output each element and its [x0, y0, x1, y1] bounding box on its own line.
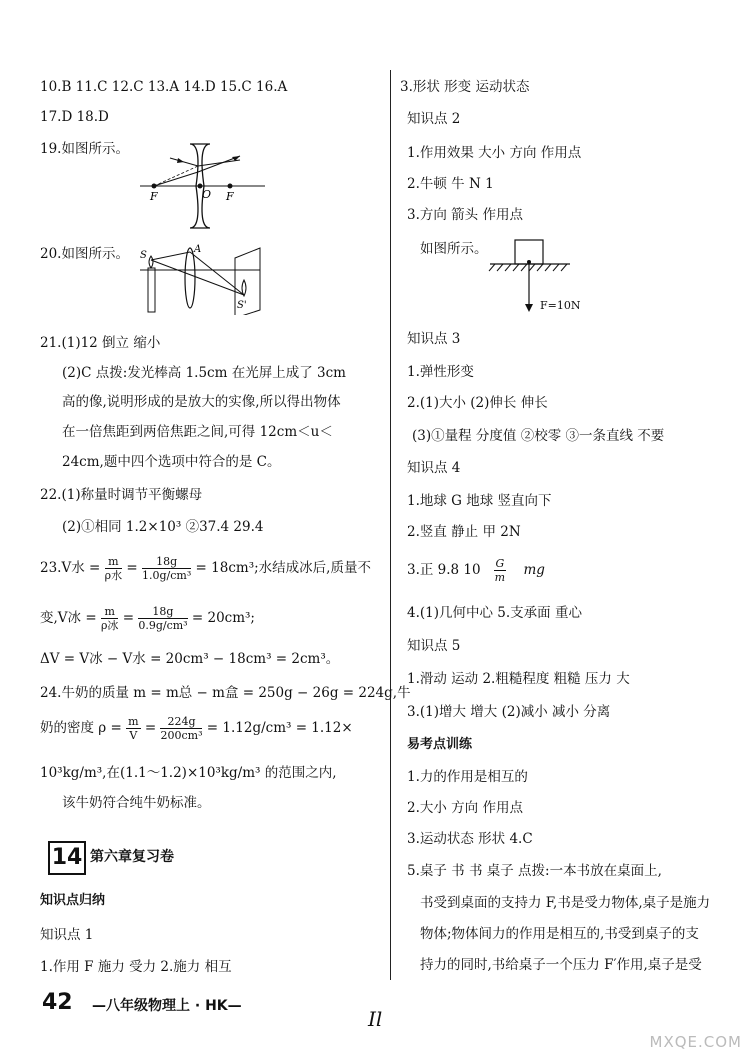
answer-line: 22.(1)称量时调节平衡螺母 [40, 487, 203, 503]
answer-line: 3.方向 箭头 作用点 [407, 207, 523, 223]
focus-label: F [150, 190, 158, 203]
answer-line: (2)①相同 1.2×10³ ②37.4 29.4 [62, 519, 264, 535]
answer-line: 1.地球 G 地球 竖直向下 [407, 493, 552, 509]
formula-text: = [122, 610, 135, 626]
answer-line: ΔV = V冰 − V水 = 20cm³ − 18cm³ = 2cm³。 [40, 651, 340, 667]
fraction: $\frac{m}{\text{ρ水}}$ [104, 555, 123, 582]
formula-text: 奶的密度 ρ = [40, 720, 122, 736]
section-heading: 易考点训练 [407, 737, 473, 752]
answer-line: 5.桌子 书 书 桌子 点拨:一本书放在桌面上, [407, 863, 662, 879]
page-number: 42 [42, 990, 73, 1015]
answer-line: 3.形状 形变 运动状态 [400, 79, 530, 95]
answer-line: 24.牛奶的质量 m = m总 − m盒 = 250g − 26g = 224g,牛 [40, 685, 411, 701]
answer-line: 1.力的作用是相互的 [407, 769, 528, 785]
section-subheading: 知识点 1 [40, 927, 94, 943]
answer-line: 2.大小 方向 作用点 [407, 800, 523, 816]
answer-line: 17.D 18.D [40, 109, 109, 125]
answer-line: 1.弹性形变 [407, 364, 474, 380]
answer-line: 4.(1)几何中心 5.支承面 重心 [407, 605, 582, 621]
section-heading: 知识点归纳 [40, 893, 106, 908]
formula-text: mg [523, 562, 545, 578]
fraction: $\frac{18g}{\text{0.9g/cm³}}$ [138, 605, 188, 632]
fraction: $\frac{G}{m}$ [494, 557, 506, 584]
formula-line [407, 548, 545, 592]
answer-line: 在一倍焦距到两倍焦距之间,可得 12cm＜u＜ [62, 424, 333, 440]
formula-text: 23.V水 = [40, 560, 101, 576]
answer-line: (2)C 点拨:发光棒高 1.5cm 在光屏上成了 3cm [62, 365, 346, 381]
formula-line [40, 548, 371, 588]
formula-text: = [126, 560, 138, 576]
answer-line: 1.滑动 运动 2.粗糙程度 粗糙 压力 大 [407, 671, 630, 687]
footer-text: —八年级物理上 · HK— [92, 998, 242, 1014]
focus-label: F [226, 190, 234, 203]
force-label: F=10N [540, 299, 581, 312]
optical-center-label: O [202, 188, 212, 201]
section-subheading: 知识点 2 [407, 111, 461, 127]
section-subheading: 知识点 5 [407, 638, 461, 654]
answer-line: 21.(1)12 倒立 缩小 [40, 335, 161, 351]
answer-line: 2.牛顿 牛 N 1 [407, 176, 494, 192]
formula-text: = 18cm³;水结成冰后,质量不 [195, 560, 371, 576]
handwritten-mark: Il [368, 1007, 383, 1031]
answer-line: 该牛奶符合纯牛奶标准。 [62, 795, 211, 811]
answer-line: 书受到桌面的支持力 F,书是受力物体,桌子是施力 [420, 895, 711, 911]
fraction: $\frac{m}{V}$ [128, 715, 139, 742]
answer-line: 3.运动状态 形状 4.C [407, 831, 533, 847]
answer-line: 如图所示。 [420, 241, 488, 257]
fraction: $\frac{224g}{\text{200cm³}}$ [160, 715, 203, 742]
fraction: $\frac{m}{\text{ρ冰}}$ [100, 605, 119, 632]
answer-line: 10.B 11.C 12.C 13.A 14.D 15.C 16.A [40, 79, 288, 95]
image-label: S' [237, 300, 247, 311]
answer-line: 1.作用效果 大小 方向 作用点 [407, 145, 582, 161]
convex-lens-diagram [140, 240, 270, 315]
formula-text: 变,V冰 = [40, 610, 97, 626]
answer-line: 19.如图所示。 [40, 141, 129, 157]
chapter-number-badge: 14 [48, 841, 86, 875]
formula-line [40, 598, 255, 638]
point-label: A [194, 244, 202, 255]
section-subheading: 知识点 3 [407, 331, 461, 347]
answer-line: 24cm,题中四个选项中符合的是 C。 [62, 454, 281, 470]
watermark: MXQE.COM [649, 1033, 742, 1051]
answer-line: 3.(1)增大 增大 (2)减小 减小 分离 [407, 704, 611, 720]
answer-line: 高的像,说明形成的是放大的实像,所以得出物体 [62, 394, 341, 410]
formula-text: 3.正 9.8 10 [407, 562, 481, 578]
formula-line [40, 706, 353, 750]
column-divider [390, 70, 391, 980]
answer-line: 1.作用 F 施力 受力 2.施力 相互 [40, 959, 232, 975]
answer-line: 持力的同时,书给桌子一个压力 F′作用,桌子是受 [420, 957, 702, 973]
formula-text: = [144, 720, 157, 736]
answer-line: 2.(1)大小 (2)伸长 伸长 [407, 395, 548, 411]
formula-text: = 1.12g/cm³ = 1.12× [206, 720, 353, 736]
section-subheading: 知识点 4 [407, 460, 461, 476]
fraction: $\frac{18g}{\text{1.0g/cm³}}$ [142, 555, 192, 582]
answer-line: (3)①量程 分度值 ②校零 ③一条直线 不要 [412, 428, 665, 444]
source-label: S [140, 250, 147, 261]
concave-lens-diagram [140, 140, 265, 232]
answer-line: 2.竖直 静止 甲 2N [407, 524, 521, 540]
formula-text: = 20cm³; [191, 610, 255, 626]
answer-line: 物体;物体间力的作用是相互的,书受到桌子的支 [420, 926, 699, 942]
answer-line: 20.如图所示。 [40, 246, 129, 262]
chapter-title: 第六章复习卷 [90, 849, 174, 865]
answer-line: 10³kg/m³,在(1.1～1.2)×10³kg/m³ 的范围之内, [40, 765, 337, 781]
